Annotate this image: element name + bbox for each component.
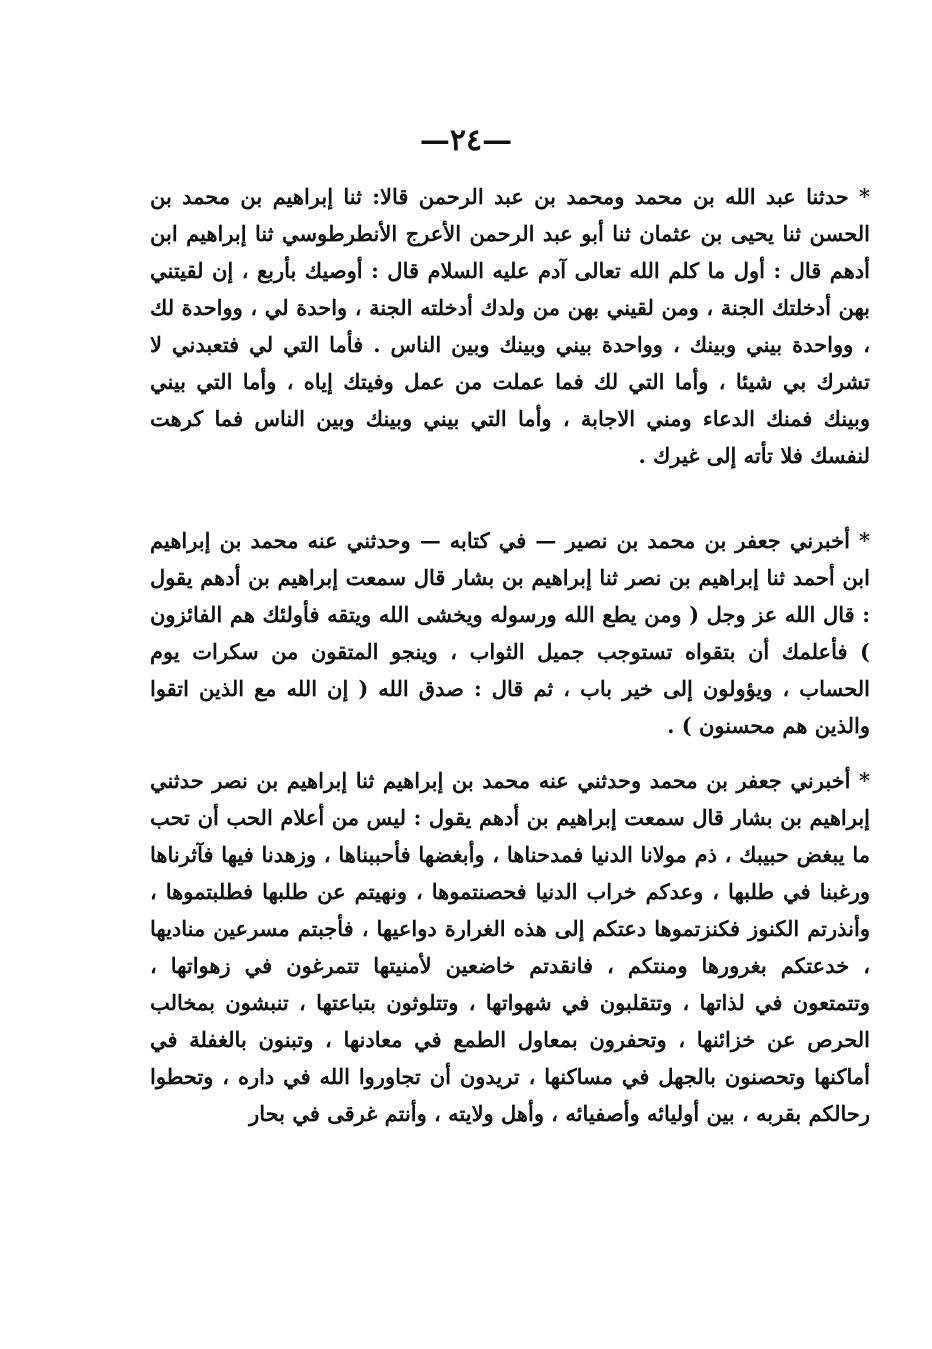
hadith-paragraph-1: * حدثنا عبد الله بن محمد ومحمد بن عبد الرحمن قالا: ثنا إبراهيم بن محمد بن الحسن ثنا يحيى بن عثمان ثنا أبو عبد الرحمن الأعرج الأنطرطوسي ثنا إبراهيم ابن أدهم قال : أول ما كلم الله تعالى آدم عليه السلام قال : أوصيك بأربع ، إن لقيتني بهن أدخلتك الجنة ، ومن لقيني بهن من ولدك أدخلته الجنة ، واحدة لي ، وواحدة لك ، وواحدة بيني وبينك ، وواحدة بيني وبينك وبين الناس . فأما التي لي فتعبدني لا تشرك بي شيئا ، وأما التي لك فما عملت من عمل وفيتك إياه ، وأما التي بيني وبينك فمنك الدعاء ومني الاجابة ، وأما التي بيني وبينك وبين الناس فما كرهت لنفسك فلا تأته إلى غيرك . — [150, 184, 870, 468]
hadith-paragraph-3: * أخبرني جعفر بن محمد وحدثني عنه محمد بن إبراهيم ثنا إبراهيم بن نصر حدثني إبراهيم بن بشار قال سمعت إبراهيم بن أدهم يقول : ليس من أعلام الحب أن تحب ما يبغض حبيبك ، ذم مولانا الدنيا فمدحناها ، وأبغضها فأحببناها ، وزهدنا فيها فآثرناها ورغبنا في طلبها ، وعدكم خراب الدنيا فحصنتموها ، ونهيتم عن طلبها فطلبتموها ، وأنذرتم الكنوز فكنزتموها دعتكم إلى هذه الغرارة دواعيها ، فأجبتم مسرعين مناديها ، خدعتكم بغرورها ومنتكم ، فانقدتم خاضعين لأمنيتها تتمرغون في زهواتها ، وتتمتعون في لذاتها ، وتتقلبون في شهواتها ، وتتلوثون بتباعتها ، تنبشون بمخالب الحرص عن خزائنها ، وتحفرون بمعاول الطمع في معادنها ، وتبنون بالغفلة في أماكنها وتحصنون بالجهل في مساكنها ، تريدون أن تجاوروا الله في داره ، وتحطوا رحالكم بقربه ، بين أوليائه وأصفيائه ، وأهل ولايته ، وأنتم غرقى في بحار — [150, 768, 870, 1126]
hadith-paragraph-2: * أخبرني جعفر بن محمد بن نصير — في كتابه — وحدثني عنه محمد بن إبراهيم ابن أحمد ثنا إبراهيم بن نصر ثنا إبراهيم بن بشار قال سمعت إبراهيم بن أدهم يقول : قال الله عز وجل ( ومن يطع الله ورسوله ويخشى الله ويتقه فأولئك هم الفائزون ) فأعلمك أن بتقواه تستوجب جميل الثواب ، وينجو المتقون من سكرات يوم الحساب ، ويؤولون إلى خير باب ، ثم قال : صدق الله ( إن الله مع الذين اتقوا والذين هم محسنون ) . — [150, 528, 870, 738]
page-number: —٢٤— — [419, 123, 513, 158]
